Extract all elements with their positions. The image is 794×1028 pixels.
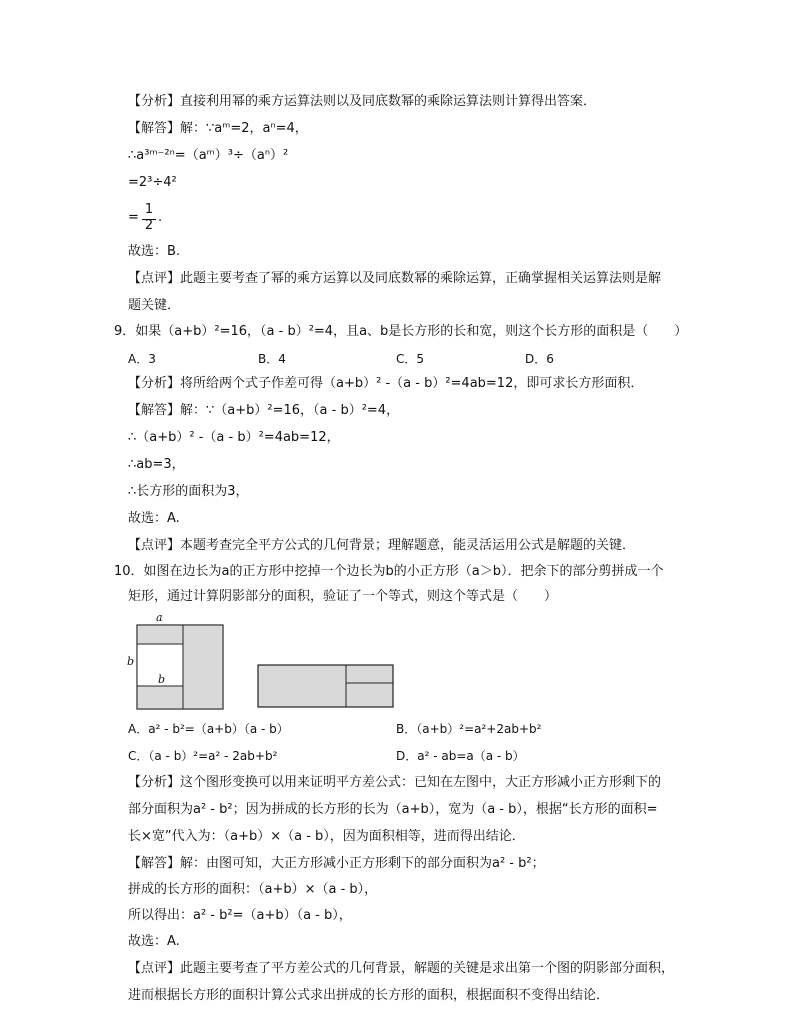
rectangle-outline: [258, 665, 393, 707]
left-square-figure: [127, 611, 223, 709]
top-shaded-region: [137, 625, 183, 644]
label-b-left: b: [127, 655, 135, 668]
fraction-numerator: 1: [144, 202, 154, 217]
q9-solution-line3: ∴ab=3，: [128, 457, 185, 472]
q10-analysis-line3: 长×宽”代入为：（a+b）×（a - b），因为面积相等，进而得出结论．: [128, 829, 525, 844]
rearranged-rectangle-figure: [258, 665, 393, 707]
q9-analysis: 【分析】将所给两个式子作差可得（a+b）² -（a - b）²=4ab=12，即可求长方形面积．: [128, 376, 644, 391]
q8-solution-line3: =2³÷4²: [128, 175, 177, 190]
q10-option-d: D．a² - ab=a（a - b）: [396, 749, 525, 763]
label-b-inner: b: [158, 673, 166, 686]
q9-option-b: B．4: [258, 352, 286, 366]
q9-option-a: A．3: [128, 352, 156, 366]
q9-option-c: C．5: [396, 352, 425, 366]
right-shaded-region: [183, 625, 223, 709]
q10-figure: [120, 606, 410, 714]
q10-question-line2: 矩形，通过计算阴影部分的面积，验证了一个等式，则这个等式是（ ）: [128, 589, 558, 604]
label-a: a: [156, 611, 163, 624]
q9-solution-line2: ∴（a+b）² -（a - b）²=4ab=12，: [128, 430, 340, 445]
q9-comment: 【点评】本题考查完全平方公式的几何背景；理解题意，能灵活运用公式是解题的关键．: [128, 538, 636, 553]
q10-solution-line1: 【解答】解：由图可知，大正方形减小正方形剩下的部分面积为a² - b²；: [128, 856, 545, 871]
q8-choice: 故选：B.: [128, 244, 181, 259]
q8-solution-line2: ∴a³ᵐ⁻²ⁿ=（aᵐ）³÷（aⁿ）²: [128, 148, 289, 163]
q8-solution-line1: 【解答】解：∵aᵐ=2，aⁿ=4，: [128, 121, 308, 136]
fraction-period: .: [158, 210, 163, 225]
q10-comment-line2: 进而根据长方形的面积计算公式求出拼成的长方形的面积，根据面积不变得出结论．: [128, 988, 610, 1003]
q10-option-a: A．a² - b²=（a+b）（a - b）: [128, 722, 289, 736]
q8-analysis: 【分析】直接利用幂的乘方运算法则以及同底数幂的乘除运算法则计算得出答案．: [128, 94, 597, 109]
q10-question-line1: 10．如图在边长为a的正方形中挖掉一个边长为b的小正方形（a＞b）．把余下的部分剪拼成一个: [114, 564, 664, 579]
fraction-denominator: 2: [144, 218, 154, 233]
q10-analysis-line1: 【分析】这个图形变换可以用来证明平方差公式：已知在左图中，大正方形减小正方形剩下的: [128, 775, 662, 790]
q10-option-b: B．（a+b）²=a²+2ab+b²: [396, 722, 542, 736]
q9-option-d: D．6: [525, 352, 554, 366]
q10-choice: 故选：A.: [128, 934, 180, 949]
q8-comment-line2: 题关键．: [128, 298, 181, 313]
q9-question: 9．如果（a+b）²=16，（a - b）²=4，且a、b是长方形的长和宽，则这个长方形的面积是（ ）: [114, 324, 688, 339]
q9-solution-line4: ∴长方形的面积为3，: [128, 484, 249, 499]
q9-solution-line1: 【解答】解：∵（a+b）²=16，（a - b）²=4，: [128, 403, 400, 418]
q9-choice: 故选：A.: [128, 511, 180, 526]
q10-analysis-line2: 部分面积为a² - b²；因为拼成的长方形的长为（a+b），宽为（a - b），根据“长方形的面积=: [128, 802, 658, 817]
q10-comment-line1: 【点评】此题主要考查了平方差公式的几何背景，解题的关键是求出第一个图的阴影部分面积，: [128, 961, 675, 976]
q10-solution-line2: 拼成的长方形的面积：（a+b）×（a - b），: [128, 882, 378, 897]
bottom-shaded-region: [137, 686, 183, 709]
q10-solution-line3: 所以得出：a² - b²=（a+b）（a - b），: [128, 908, 352, 923]
q10-option-c: C．（a - b）²=a² - 2ab+b²: [128, 749, 278, 763]
fraction-equals: =: [128, 210, 139, 225]
q8-comment-line1: 【点评】此题主要考查了幂的乘方运算以及同底数幂的乘除运算，正确掌握相关运算法则是解: [128, 271, 662, 286]
